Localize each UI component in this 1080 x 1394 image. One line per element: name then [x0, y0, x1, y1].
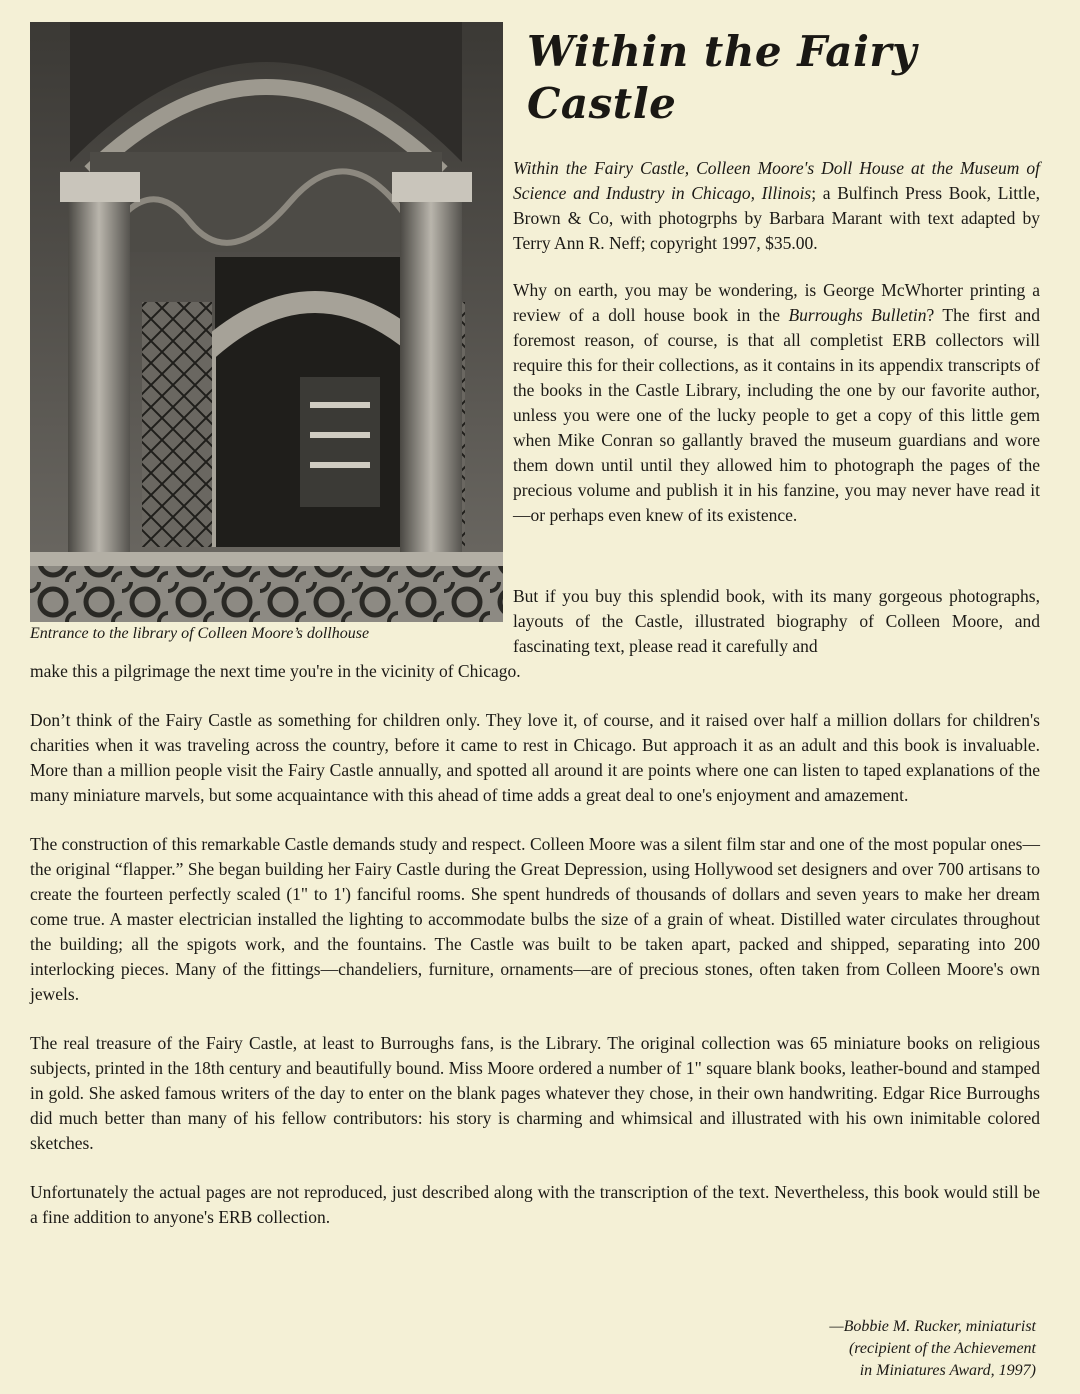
book-citation	[513, 156, 1040, 256]
dollhouse-library-photo	[30, 22, 503, 622]
paragraph-3: Don’t think of the Fairy Castle as something for children only. They love it, of course, and it raised over half a million dollars for children's charities when it was traveling across the country, before it came to rest in Chicago. But approach it as an adult and this book is invaluable. More than a million people visit the Fairy Castle annually, and spotted all around it are points where one can listen to taped explanations of the many miniature marvels, but some acquaintance with this ahead of time adds a great deal to one's enjoyment and amazement.	[30, 710, 1040, 805]
photo-illustration	[30, 22, 503, 622]
paragraph-1	[513, 278, 1040, 528]
article-header-column	[513, 26, 1040, 556]
bulletin-title: Burroughs Bulletin	[788, 305, 927, 325]
paragraph-2-end: make this a pilgrimage the next time you're in the vicinity of Chicago.	[30, 661, 521, 681]
article-body	[30, 708, 1040, 1254]
book-publication-details: ; a Bulfinch Press Book, Little, Brown & Co, with photogrphs by Barbara Marant with text adapted by Terry Ann R. Neff; copyright 1997, $35.00.	[513, 183, 1040, 253]
signature-line-3: in Miniatures Award, 1997)	[859, 1362, 1036, 1379]
book-title: Within the Fairy Castle, Colleen Moore's Doll House at the Museum of Science and Industry in Chicago, Illinois	[513, 158, 1040, 203]
paragraph-1-part-a: Why on earth, you may be wondering, is George McWhorter printing a review of a doll house book in the	[513, 280, 1040, 325]
paragraph-5: The real treasure of the Fairy Castle, at least to Burroughs fans, is the Library. The original collection was 65 miniature books on religious subjects, printed in the 18th century and beautifully bound. Miss Moore ordered a number of 1" square blank books, leather-bound and stamped in gold. She asked famous writers of the day to enter on the blank pages whatever they chose, in their own handwriting. Edgar Rice Burroughs did much better than many of his fellow contributors: his story is charming and whimsical and illustrated with his own inimitable colored sketches.	[30, 1033, 1040, 1153]
paragraph-1-part-c: ? The first and foremost reason, of course, is that all completist ERB collectors will require this for their collections, as it contains in its appendix transcripts of the books in the Castle Library, including the one by our favorite author, unless you were one of the lucky people to get a copy of this little gem when Mike Conran so gallantly braved the museum guardians and wore them down until until they allowed him to photograph the pages of the precious volume and publish it in his fanzine, you may never have read it—or perhaps even knew of its existence.	[513, 305, 1040, 525]
paragraph-6: Unfortunately the actual pages are not reproduced, just described along with the transcription of the text. Nevertheless, this book would still be a fine addition to anyone's ERB collection.	[30, 1182, 1040, 1227]
signature-line-2: (recipient of the Achievement	[848, 1340, 1036, 1357]
article-title: Within the Fairy Castle	[527, 27, 917, 128]
paragraph-2-start: But if you buy this splendid book, with its many gorgeous photographs, layouts of the Castle, illustrated biography of Colleen Moore, and fascinating text, please read it carefully and	[513, 586, 1040, 656]
signature-line-1: —Bobbie M. Rucker, miniaturist	[829, 1318, 1036, 1335]
paragraph-4: The construction of this remarkable Castle demands study and respect. Colleen Moore was a silent film star and one of the most popular ones—the original “flapper.” She began building her Fairy Castle during the Great Depression, using Hollywood set designers and over 700 artisans to create the fourteen perfectly scaled (1" to 1') fanciful rooms. She spent hundreds of thousands of dollars and seven years to make her dream come true. A master electrician installed the lighting to accommodate bulbs the size of a grain of wheat. Distilled water circulates throughout the building; all the spigots work, and the fountains. The Castle was built to be taken apart, packed and shipped, separating into 200 interlocking pieces. Many of the fittings—chandeliers, furniture, ornaments—are of precious stones, often taken from Colleen Moore's own jewels.	[30, 834, 1040, 1004]
author-signature	[829, 1316, 1036, 1382]
photo-caption: Entrance to the library of Colleen Moore’s dollhouse	[30, 625, 370, 642]
